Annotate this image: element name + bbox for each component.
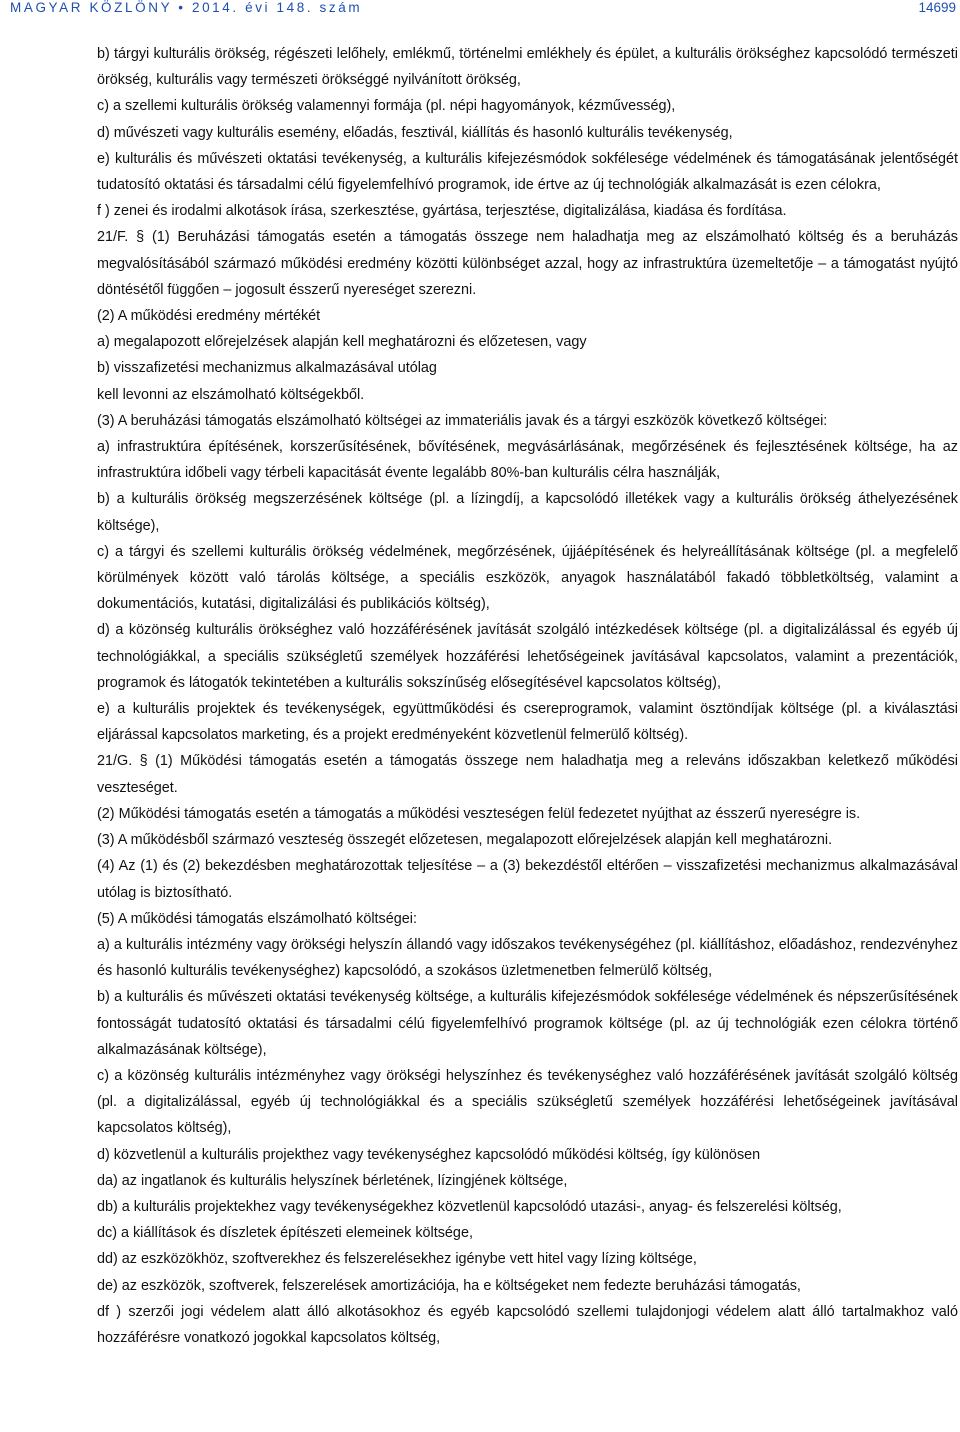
paragraph: d) a közönség kulturális örökséghez való hozzáférésének javítását szolgáló intézkedések költsége (pl. a digitalizálással és egyéb új technológiákkal, a speciális szükségletű személyek hozzáférési lehetőségeinek javításával kapcsolatos, valamint a prezentációk, programok és látogatók tekintetében a kulturális sokszínűség elősegítésével kapcsolatos költség),: [97, 622, 958, 691]
paragraph: b) a kulturális és művészeti oktatási tevékenység költsége, a kulturális kifejezésmódok sokfélesége védelmének és népszerűsítésének fontosságát tudatosító oktatási és társadalmi célú figyelemfelhívó programok költsége (pl. az új technológiák ezen célokra történő alkalmazásának költsége),: [97, 989, 958, 1058]
paragraph: c) a szellemi kulturális örökség valamennyi formája (pl. népi hagyományok, kézművesség),: [97, 98, 676, 115]
paragraph: (2) A működési eredmény mértékét: [97, 308, 321, 325]
paragraph: (4) Az (1) és (2) bekezdésben meghatározottak teljesítése – a (3) bekezdéstől eltérően – visszafizetési mechanizmus alkalmazásával utólag is biztosítható.: [97, 858, 958, 901]
paragraph: d) közvetlenül a kulturális projekthez vagy tevékenységhez kapcsolódó működési költség, így különösen: [97, 1146, 761, 1163]
paragraph: dd) az eszközökhöz, szoftverekhez és felszerelésekhez igénybe vett hitel vagy lízing költsége,: [97, 1251, 697, 1268]
paragraph: de) az eszközök, szoftverek, felszerelések amortizációja, ha e költségeket nem fedezte beruházási támogatás,: [97, 1277, 801, 1294]
document-body: [97, 41, 958, 1351]
paragraph: b) a kulturális örökség megszerzésének költsége (pl. a lízingdíj, a kapcsolódó illetékek vagy a kulturális örökség áthelyezésének költsége),: [97, 491, 958, 534]
paragraph: e) kulturális és művészeti oktatási tevékenység, a kulturális kifejezésmódok sokfélesége védelmének és támogatásának jelentőségét tudatosító oktatási és társadalmi célú figyelemfelhívó programok, ide értve az új technológiák alkalmazását is ezen célokra,: [97, 150, 958, 194]
paragraph: da) az ingatlanok és kulturális helyszínek bérletének, lízingjének költsége,: [97, 1172, 568, 1189]
paragraph: df ) szerzői jogi védelem alatt álló alkotásokhoz és egyéb kapcsolódó szellemi tulajdonjogi védelem alatt álló tartalmakhoz való hozzáférésre vonatkozó jogokkal kapcsolatos költség,: [97, 1303, 958, 1346]
paragraph: (5) A működési támogatás elszámolható költségei:: [97, 910, 417, 927]
paragraph: db) a kulturális projektekhez vagy tevékenységekhez közvetlenül kapcsolódó utazási-, anyag- és felszerelési költség,: [97, 1198, 842, 1215]
section-21g-1: 21/G. § (1) Működési támogatás esetén a támogatás összege nem haladhatja meg a releváns időszakban keletkező működési veszteséget.: [97, 753, 958, 796]
paragraph: (2) Működési támogatás esetén a támogatás a működési veszteségen felül fedezetet nyújthat az ésszerű nyereségre is.: [97, 805, 861, 822]
paragraph: f ) zenei és irodalmi alkotások írása, szerkesztése, gyártása, terjesztése, digitalizálása, kiadása és fordítása.: [97, 203, 787, 220]
paragraph: a) a kulturális intézmény vagy örökségi helyszín állandó vagy időszakos tevékenységéhez (pl. kiállításhoz, előadáshoz, rendezvényhez és hasonló kulturális tevékenységhez) kapcsolódó, a szokásos üzletmenetben felmerülő költség,: [97, 936, 958, 980]
paragraph: c) a tárgyi és szellemi kulturális örökség védelmének, megőrzésének, újjáépítésének és helyreállításának költsége (pl. a megfelelő körülmények között való tárolás költsége, a speciális eszközök, anyagok használatából fakadó többletköltség, valamint a dokumentációs, kutatási, digitalizálási és publikációs költség),: [97, 543, 958, 613]
paragraph: kell levonni az elszámolható költségekből.: [97, 386, 365, 403]
page-number: 14699: [918, 0, 956, 15]
paragraph: (3) A működésből származó veszteség összegét előzetesen, megalapozott előrejelzések alapján kell meghatározni.: [97, 832, 833, 849]
paragraph: e) a kulturális projektek és tevékenységek, együttműködési és csereprogramok, valamint ösztöndíjak költsége (pl. a kiválasztási eljárással kapcsolatos marketing, és a projekt eredményeként közvetlenül felmerülő költség).: [97, 701, 958, 744]
publication-title: MAGYAR KÖZLÖNY • 2014. évi 148. szám: [10, 0, 363, 15]
paragraph: dc) a kiállítások és díszletek építészeti elemeinek költsége,: [97, 1225, 473, 1242]
section-21f-1: 21/F. § (1) Beruházási támogatás esetén a támogatás összege nem haladhatja meg az elszámolható költség és a beruházás megvalósításából származó működési eredmény közötti különbséget azzal, hogy az infrastruktúra üzemeltetője – a támogatást nyújtó döntésétől függően – jogosult ésszerű nyereséget szerezni.: [97, 229, 958, 298]
paragraph: a) infrastruktúra építésének, korszerűsítésének, bővítésének, megvásárlásának, megőrzésének és fejlesztésének költsége, ha az infrastruktúra időbeli vagy térbeli kapacitását évente legalább 80%-ban kulturális célra használják,: [97, 439, 958, 482]
paragraph: b) visszafizetési mechanizmus alkalmazásával utólag: [97, 360, 437, 377]
paragraph: d) művészeti vagy kulturális esemény, előadás, fesztivál, kiállítás és hasonló kulturális tevékenység,: [97, 124, 733, 141]
page-header: [0, 0, 960, 20]
paragraph: (3) A beruházási támogatás elszámolható költségei az immateriális javak és a tárgyi eszközök következő költségei:: [97, 412, 828, 429]
paragraph: b) tárgyi kulturális örökség, régészeti lelőhely, emlékmű, történelmi emlékhely és épület, a kulturális örökséghez kapcsolódó természeti örökség, kulturális vagy természeti örökséggé nyilvánított örökség,: [97, 46, 958, 89]
paragraph: c) a közönség kulturális intézményhez vagy örökségi helyszínhez és tevékenységhez való hozzáférésének javítását szolgáló költség (pl. a digitalizálással, egyéb új technológiákkal és a speciális szükségletű személyek hozzáférési lehetőségeinek javításával kapcsolatos költség),: [97, 1067, 958, 1137]
paragraph: a) megalapozott előrejelzések alapján kell meghatározni és előzetesen, vagy: [97, 334, 587, 351]
